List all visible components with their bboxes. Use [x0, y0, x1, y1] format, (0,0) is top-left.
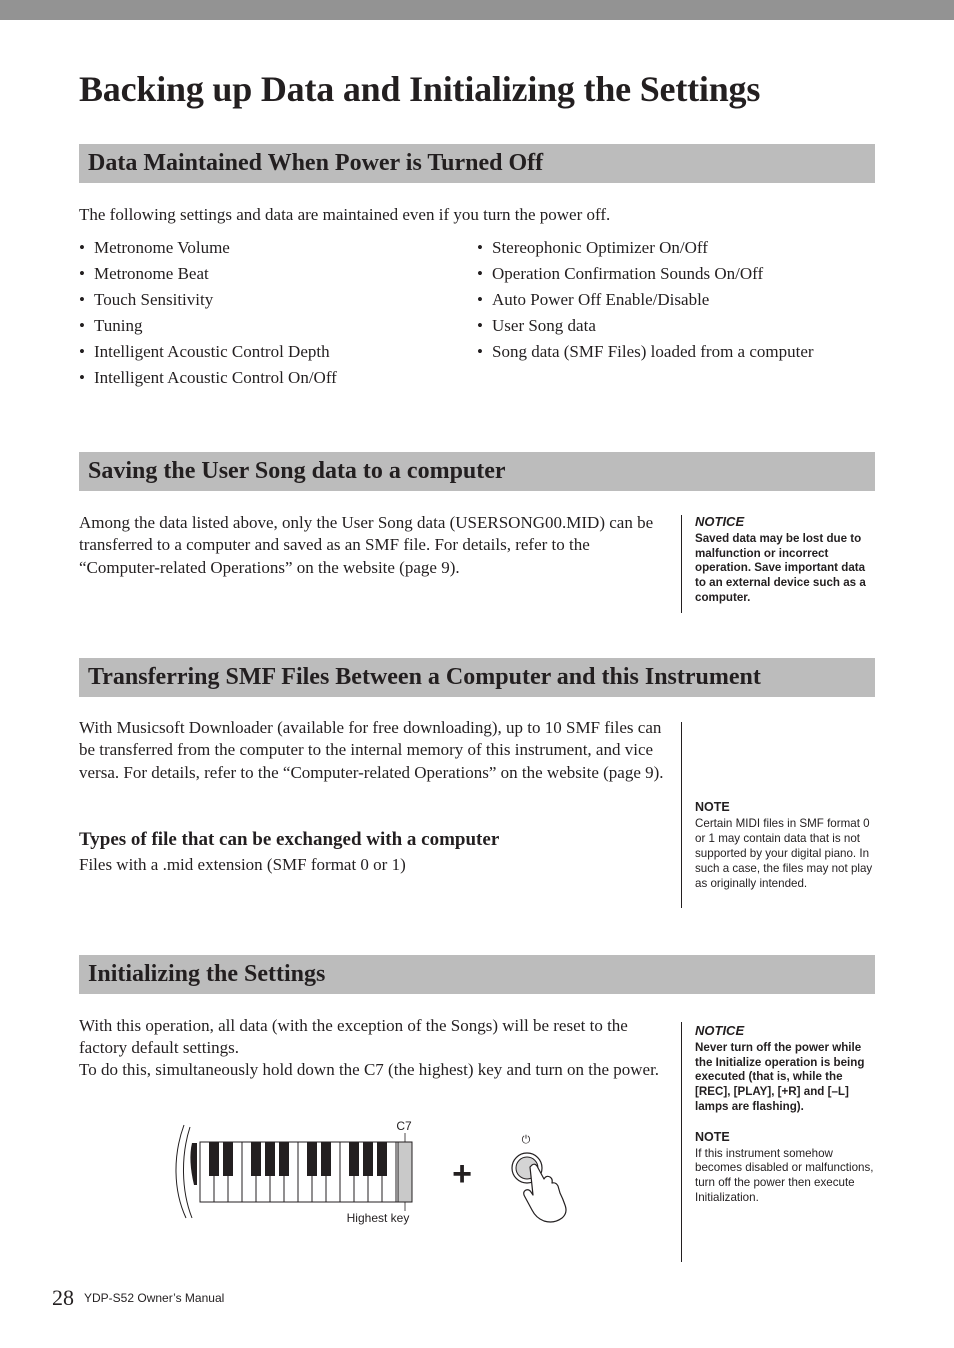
sidebar-divider — [681, 722, 682, 908]
page-number: 28 — [52, 1285, 74, 1310]
list-item: • Metronome Beat — [79, 261, 337, 287]
initializing-notice — [695, 1022, 875, 1206]
manual-name: YDP-S52 Owner’s Manual — [84, 1291, 225, 1305]
section-header-saving — [79, 452, 875, 491]
initialize-illustration — [170, 1115, 590, 1230]
section-header-data-maintained — [79, 144, 875, 183]
maintained-list-left — [79, 235, 337, 391]
section-header-initializing — [79, 955, 875, 994]
section-heading: Data Maintained When Power is Turned Off — [88, 150, 544, 176]
note-text: If this instrument somehow becomes disabled or malfunctions, turn off the power then execute Initialization. — [695, 1146, 874, 1205]
list-item: • Intelligent Acoustic Control Depth — [79, 339, 337, 365]
sidebar-divider — [681, 515, 682, 613]
file-types-subheading: Types of file that can be exchanged with a computer — [79, 829, 500, 850]
transfer-body: With Musicsoft Downloader (available for free downloading), up to 10 SMF files can be transferred from the computer to the internal memory of this instrument, and vice versa. For details, refer to the “Computer-related Operations” on the website (page 9). — [79, 718, 664, 782]
list-item: • Operation Confirmation Sounds On/Off — [477, 261, 814, 287]
file-types-body: Files with a .mid extension (SMF format 0 or 1) — [79, 855, 406, 874]
initializing-body-1: With this operation, all data (with the exception of the Songs) will be reset to the factory default settings. — [79, 1016, 628, 1058]
saving-body: Among the data listed above, only the User Song data (USERSONG00.MID) can be transferred to a computer and saved as an SMF file. For details, refer to the “Computer-related Operations” on the website (page 9). — [79, 513, 654, 577]
maintained-list-right — [477, 235, 814, 365]
maintained-intro: The following settings and data are maintained even if you turn the power off. — [79, 205, 611, 224]
sidebar-divider — [681, 1022, 682, 1262]
list-item: • Intelligent Acoustic Control On/Off — [79, 365, 337, 391]
note-text: Certain MIDI files in SMF format 0 or 1 may contain data that is not supported by your digital piano. In such a case, the files may not play as originally intended. — [695, 817, 873, 890]
list-item: • Metronome Volume — [79, 235, 337, 261]
transfer-note — [695, 799, 875, 892]
list-item: • Touch Sensitivity — [79, 287, 337, 313]
black-key — [321, 1142, 331, 1176]
finger-icon — [524, 1164, 566, 1222]
section-header-transferring — [79, 658, 875, 697]
c7-label: C7 — [396, 1119, 412, 1133]
list-item: • User Song data — [477, 313, 814, 339]
list-item: • Song data (SMF Files) loaded from a computer — [477, 339, 814, 365]
black-key — [307, 1142, 317, 1176]
notice-title: NOTICE — [695, 514, 745, 529]
section-heading: Transferring SMF Files Between a Computer and this Instrument — [88, 664, 761, 690]
black-key — [279, 1142, 289, 1176]
section-heading: Initializing the Settings — [88, 961, 326, 987]
black-key — [349, 1142, 359, 1176]
black-key — [265, 1142, 275, 1176]
list-item: • Auto Power Off Enable/Disable — [477, 287, 814, 313]
highest-key-caption: Highest key — [346, 1211, 410, 1225]
power-button-illustration — [512, 1133, 566, 1222]
section-heading: Saving the User Song data to a computer — [88, 458, 506, 484]
list-item: • Tuning — [79, 313, 337, 339]
notice-text: Never turn off the power while the Initialize operation is being executed (that is, while the [REC], [PLAY], [+R] and [–L] lamps are flashing). — [695, 1041, 865, 1113]
black-key — [223, 1142, 233, 1176]
top-bar — [0, 0, 954, 20]
black-key — [209, 1142, 219, 1176]
plus-symbol: + — [452, 1155, 472, 1193]
c7-key — [398, 1142, 412, 1202]
saving-notice — [695, 513, 873, 606]
power-icon: ⏻ — [521, 1133, 531, 1146]
page-title: Backing up Data and Initializing the Settings — [79, 69, 761, 109]
black-key — [377, 1142, 387, 1176]
note-title: NOTE — [695, 1129, 730, 1144]
notice-text: Saved data may be lost due to malfunction or incorrect operation. Save important data to an external device such as a computer. — [695, 532, 866, 604]
black-key — [363, 1142, 373, 1176]
initializing-body-2: To do this, simultaneously hold down the C7 (the highest) key and turn on the power. — [79, 1060, 660, 1079]
list-item: • Stereophonic Optimizer On/Off — [477, 235, 814, 261]
keyboard-illustration — [176, 1119, 412, 1225]
notice-title: NOTICE — [695, 1023, 745, 1038]
note-title: NOTE — [695, 800, 730, 814]
black-key — [251, 1142, 261, 1176]
